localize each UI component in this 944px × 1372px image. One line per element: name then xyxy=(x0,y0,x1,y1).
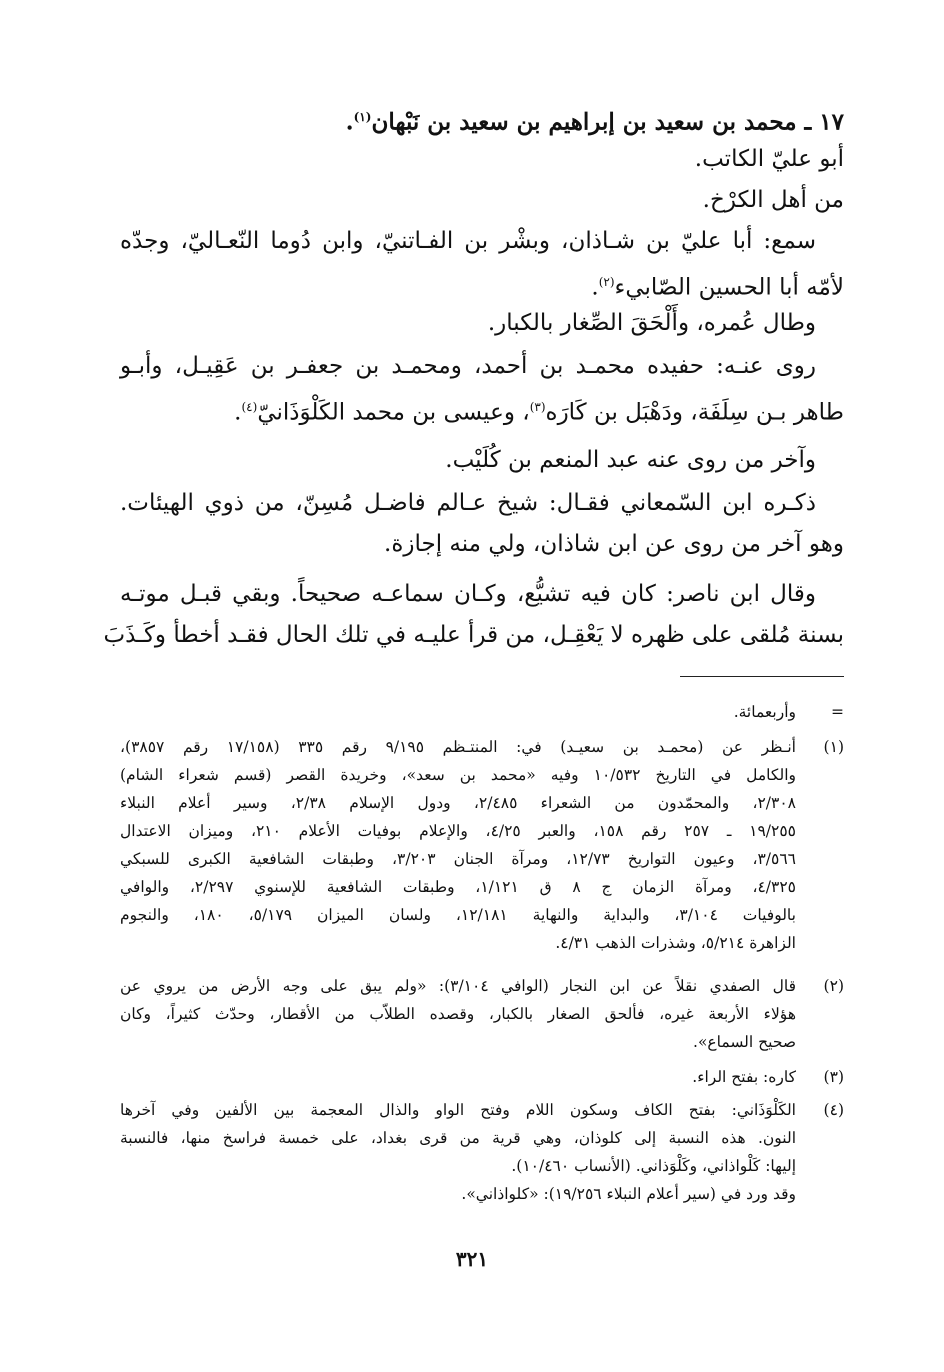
footnote-line: إليها: كَلْواذاني، وكَلْوَذاني. (الأنساب ١٠/٤٦٠). xyxy=(511,1157,796,1175)
footnote xyxy=(120,1063,844,1091)
entry-line: أبو عليّ الكاتب. xyxy=(694,146,844,172)
footnote-line: الكَلْوَذَاني: بفتح الكاف وسكون اللام وفتح الواو والذال المعجمة بين الألفين وفي آخرها xyxy=(120,1101,796,1119)
footnote xyxy=(120,733,844,957)
page-number: ٣٢١ xyxy=(455,1247,489,1271)
footnote-line: وقد ورد في (سير أعلام النبلاء ١٩/٢٥٦): «كلواذاني». xyxy=(461,1185,796,1203)
entry-line: لأمّه أبا الحسين الصّابيء$^{(٢)}$. xyxy=(591,274,844,301)
entry-line: سمع: أبا عليّ بن شـاذان، وبشْر بن الفـاتنيّ، وابن دُوما النّعـاليّ، وجدّه xyxy=(120,228,816,254)
footnote-line: كاره: بفتح الراء. xyxy=(692,1068,796,1086)
footnote-line: الزاهرة ٥/٢١٤، وشذرات الذهب ٤/٣١. xyxy=(555,934,796,952)
entry-line: من أهل الكرْخ. xyxy=(702,187,844,213)
footnote-line: ٢/٣٠٨، والمحمّدون من الشعراء ٢/٤٨٥، ودول الإسلام ٢/٣٨، وسير أعلام النبلاء xyxy=(120,794,796,812)
footnote-ref-3: (٣) xyxy=(529,400,546,414)
footnote-line: ٣/٥٦٦، وعيون التواريخ ١٢/٧٣، ومرآة الجنان ٣/٢٠٣، وطبقات الشافعية الكبرى للسبكي xyxy=(120,850,796,868)
footnote-line: أنـظر عن (محمـد بن سعيـد) في: المنتـظم ٩/١٩٥ رقم ٣٣٥ (١٧/١٥٨ رقم ٣٨٥٧)، xyxy=(120,738,796,756)
footnote-line: ١٩/٢٥٥ ـ ٢٥٧ رقم ١٥٨، والعبر ٤/٢٥، والإعلام بوفيات الأعلام ٢١٠، وميزان الاعتدال xyxy=(120,822,796,840)
footnote xyxy=(120,698,844,726)
footnote-ref-4: (٤) xyxy=(241,400,258,414)
footnote-line: وأربعمائة. xyxy=(733,703,796,721)
entry-line: بسنة مُلقى على ظهره لا يَعْقِـل، من قرأ عليـه في تلك الحال فقـد أخطأ وكَـذَبَ xyxy=(103,622,844,648)
entry-line-text: لأمّه أبا الحسين الصّابيء xyxy=(614,274,844,301)
footnote-number: = xyxy=(831,703,844,721)
footnote-separator xyxy=(680,676,844,677)
footnote-line: هؤلاء الأربعة غيره، فألحق الصغار بالكبار، وقصده الطلاّب من الأقطار، وحدّث كثيراً، وكان xyxy=(120,1005,796,1023)
footnote-number: (١) xyxy=(823,738,844,756)
entry-line: ذكـره ابن السّمعاني فقـال: شيخ عـالم فاضـل مُسِنّ، من ذوي الهيئات. xyxy=(120,490,816,516)
entry-line: وقال ابن ناصر: كان فيه تشيُّع، وكـان سماعـه صحيحاً. وبقي قبـل موتـه xyxy=(120,581,816,607)
footnote-line: النون. هذه النسبة إلى كلوذان، وهي قرية من قرى بغداد، على خمسة فراسخ منها، فالنسبة xyxy=(120,1129,796,1147)
footnote-line: والكامل في التاريخ ١٠/٥٣٢ وفيه «محمد بن سعد»، وخريدة القصر (قسم شعراء الشام) xyxy=(120,766,796,784)
entry-title xyxy=(120,97,844,143)
footnote-line: صحيح السماع». xyxy=(693,1033,796,1051)
footnote-line: ٤/٣٢٥، ومرآة الزمان ج ٨ ق ١/١٢١، وطبقات الشافعية للإسنوي ٢/٢٩٧، والوافي xyxy=(120,878,796,896)
entry-line: وطال عُمره، وأَلْحَقَ الصِّغار بالكبار. xyxy=(487,310,816,336)
entry-title-text: ١٧ ـ محمد بن سعيد بن إبراهيم بن سعيد بن نَبْهان xyxy=(371,108,844,136)
title-end: . xyxy=(345,108,354,136)
footnote-ref-2: (٢) xyxy=(598,275,615,289)
entry-line: وهو آخر من روى عن ابن شاذان، ولي منه إجازة. xyxy=(384,531,844,557)
entry-line: روى عنـه: حفيده محمـد بن أحمد، ومحمـد بن جعفـر بن عَقِيـل، وأبـو xyxy=(120,353,816,379)
footnote-number: (٢) xyxy=(823,977,844,995)
entry-line: وآخر من روى عنه عبد المنعم بن كُلَيْب. xyxy=(445,447,816,473)
footnote xyxy=(120,972,844,1056)
footnote xyxy=(120,1096,844,1208)
footnote-line: بالوفيات ٣/١٠٤، والبداية والنهاية ١٢/١٨١، ولسان الميزان ٥/١٧٩، ١٨٠، والنجوم xyxy=(120,906,796,924)
footnote-ref-1: (١) xyxy=(353,110,372,124)
footnote-line: قال الصفدي نقلاً عن ابن النجار (الوافي ٣/١٠٤): «ولم يبق على وجه الأرض من يروي عن xyxy=(120,977,796,995)
entry-line-text: ، وعيسى بن محمد الكَلْوَذَانيّ xyxy=(257,399,530,426)
footnote-number: (٤) xyxy=(823,1101,844,1119)
entry-line: طاهر بـن سِلَفَة، ودَهْبَل بن كَارَه$^{(٣)}$، وعيسى بن محمد الكَلْوَذَانيّ$^{(٤)}$. xyxy=(234,399,844,426)
entry-line-text: طاهر بـن سِلَفَة، ودَهْبَل بن كَارَه xyxy=(545,399,844,426)
footnote-number: (٣) xyxy=(823,1068,844,1086)
